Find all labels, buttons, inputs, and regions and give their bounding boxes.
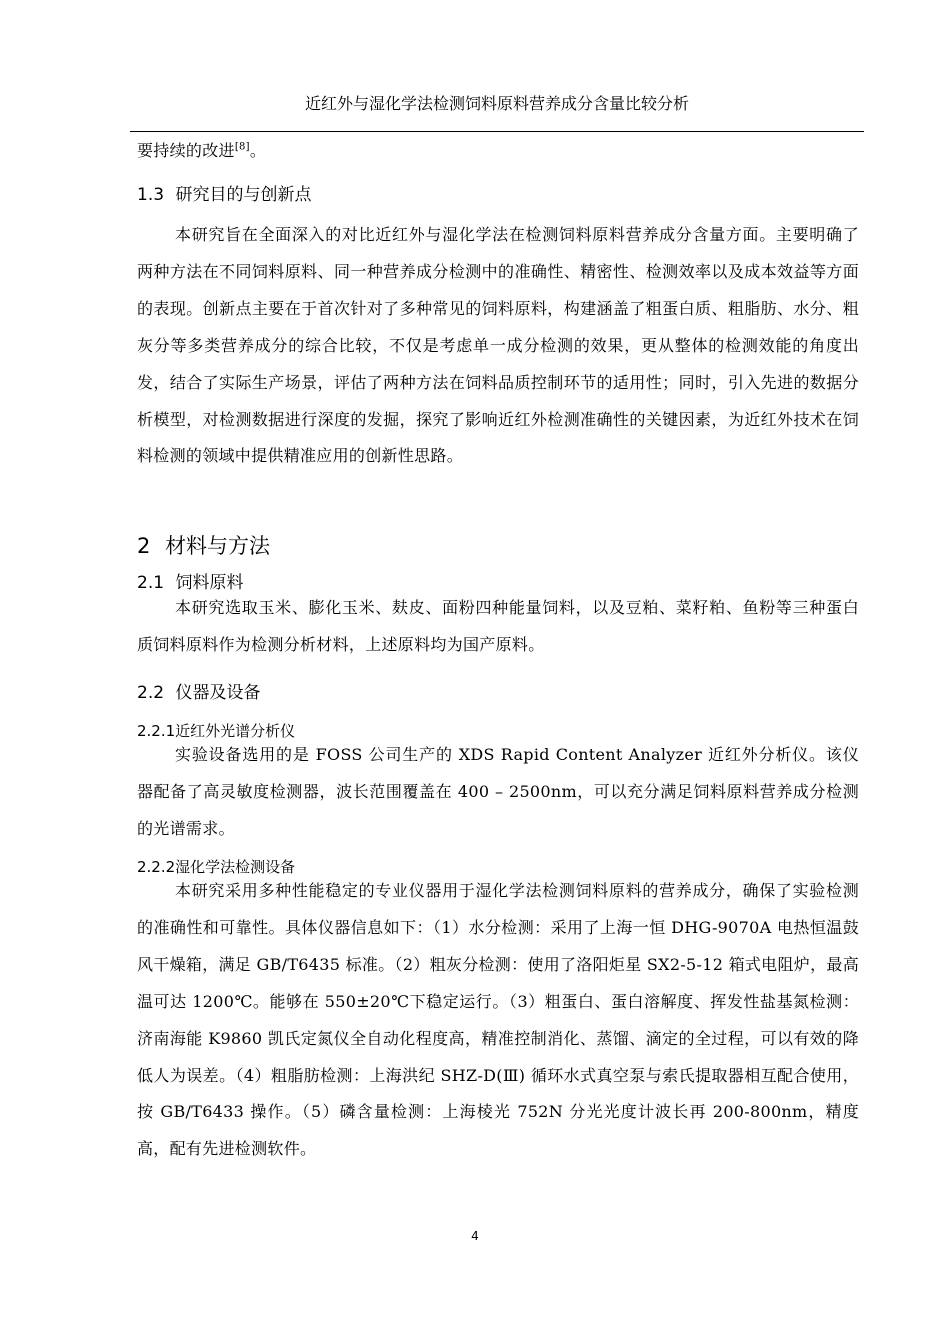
header-rule (130, 131, 864, 132)
heading-2-1-title: 饲料原料 (175, 573, 244, 593)
section-2-1-body (137, 590, 859, 664)
running-header: 近红外与湿化学法检测饲料原料营养成分含量比较分析 (304, 94, 689, 113)
section-2-2-1-body (137, 737, 859, 848)
heading-2-2-title: 仪器及设备 (175, 683, 261, 703)
heading-2-2-1-title: 近红外光谱分析仪 (175, 722, 296, 740)
continuation-text: 要持续的改进 (137, 141, 235, 160)
section-2-2-2-body (137, 873, 859, 1168)
heading-2-2-1-number: 2.2.1 (137, 722, 176, 740)
heading-2-title: 材料与方法 (165, 534, 271, 558)
section-1-3-body (137, 217, 859, 475)
section-1-3-paragraph: 本研究旨在全面深入的对比近红外与湿化学法在检测饲料原料营养成分含量方面。主要明确了两种方法在不同饲料原料、同一种营养成分检测中的准确性、精密性、检测效率以及成本效益等方面的表现。创新点主要在于首次针对了多种常见的饲料原料，构建涵盖了粗蛋白质、粗脂肪、水分、粗灰分等多类营养成分的综合比较，不仅是考虑单一成分检测的效果，更从整体的检测效能的角度出发，结合了实际生产场景，评估了两种方法在饲料品质控制环节的适用性；同时，引入先进的数据分析模型，对检测数据进行深度的发掘，探究了影响近红外检测准确性的关键因素，为近红外技术在饲料检测的领域中提供精准应用的创新性思路。 (137, 225, 859, 466)
heading-2-1-number: 2.1 (137, 573, 165, 593)
heading-1-3 (137, 182, 859, 208)
continuation-tail: 。 (249, 141, 267, 160)
heading-2 (137, 531, 859, 561)
section-2-2-1-paragraph: 实验设备选用的是 FOSS 公司生产的 XDS Rapid Content Analyzer 近红外分析仪。该仪器配备了高灵敏度检测器，波长范围覆盖在 400 – 2500nm，可以充分满足饲料原料营养成分检测的光谱需求。 (137, 745, 859, 838)
heading-2-2-2-number: 2.2.2 (137, 858, 176, 876)
heading-1-3-number: 1.3 (137, 185, 165, 205)
citation-marker: [8] (234, 141, 250, 153)
heading-1-3-title: 研究目的与创新点 (175, 185, 312, 205)
heading-2-2-2-title: 湿化学法检测设备 (175, 858, 296, 876)
page-number: 4 (471, 1229, 479, 1243)
heading-2-2-number: 2.2 (137, 683, 165, 703)
continuation-paragraph (137, 133, 859, 170)
heading-2-2 (137, 680, 859, 706)
heading-2-number: 2 (137, 534, 151, 558)
continuation-block (137, 133, 859, 170)
section-2-2-2-paragraph: 本研究采用多种性能稳定的专业仪器用于湿化学法检测饲料原料的营养成分，确保了实验检测的准确性和可靠性。具体仪器信息如下：（1）水分检测：采用了上海一恒 DHG-9070A 电热恒温鼓风干燥箱，满足 GB/T6435 标准。（2）粗灰分检测：使用了洛阳炬星 SX2-5-12 箱式电阻炉，最高温可达 1200℃。能够在 550±20℃下稳定运行。（3）粗蛋白、蛋白溶解度、挥发性盐基氮检测：济南海能 K9860 凯氏定氮仪全自动化程度高，精准控制消化、蒸馏、滴定的全过程，可以有效的降低人为误差。（4）粗脂肪检测：上海洪纪 SHZ-D(Ⅲ) 循环水式真空泵与索氏提取器相互配合使用，按 GB/T6433 操作。（5）磷含量检测：上海棱光 752N 分光光度计波长再 200-800nm，精度高，配有先进检测软件。 (137, 881, 859, 1159)
section-2-1-paragraph: 本研究选取玉米、膨化玉米、麸皮、面粉四种能量饲料，以及豆粕、菜籽粕、鱼粉等三种蛋白质饲料原料作为检测分析材料，上述原料均为国产原料。 (137, 598, 859, 654)
